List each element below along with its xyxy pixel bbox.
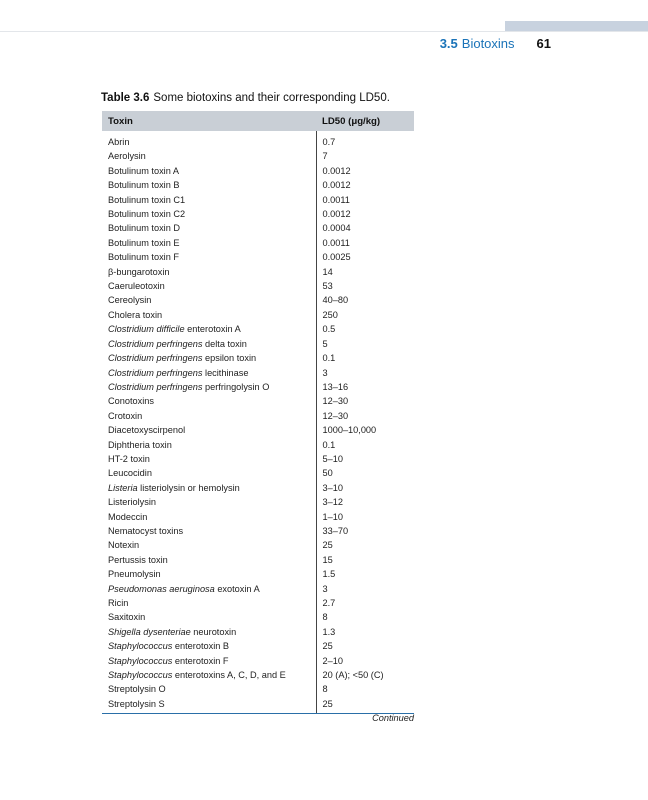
organism-name: Clostridium perfringens xyxy=(108,353,203,364)
toxin-name-cell: Notexin xyxy=(108,540,140,551)
ld50-value-cell: 0.0012 xyxy=(316,164,414,178)
ld50-value-cell: 2.7 xyxy=(316,596,414,610)
table-row xyxy=(102,366,414,380)
table-row xyxy=(102,668,414,682)
toxin-name-rest: lecithinase xyxy=(202,367,249,378)
toxin-name-cell: Streptolysin S xyxy=(102,697,316,714)
table-row xyxy=(102,639,414,653)
table-row xyxy=(102,279,414,293)
ld50-value-cell: 3 xyxy=(316,366,414,380)
column-header-ld50: LD50 (μg/kg) xyxy=(316,111,414,131)
toxin-name-rest: enterotoxin F xyxy=(172,655,229,666)
ld50-value-cell: 3–12 xyxy=(316,495,414,509)
table-row xyxy=(102,510,414,524)
organism-name: Staphylococcus xyxy=(108,670,173,681)
table-row xyxy=(102,438,414,452)
table-row xyxy=(102,131,414,149)
toxin-name-cell: Leucocidin xyxy=(108,468,152,479)
table-row xyxy=(102,452,414,466)
table-caption xyxy=(101,92,390,104)
section-number: 3.5 xyxy=(439,36,458,51)
toxin-name-cell: β-bungarotoxin xyxy=(108,266,170,277)
toxin-name-cell: Listeriolysin xyxy=(108,497,156,508)
organism-name: Staphylococcus xyxy=(108,641,173,652)
table-row xyxy=(102,178,414,192)
table-body xyxy=(102,131,414,714)
organism-name: Staphylococcus xyxy=(108,655,173,666)
ld50-value-cell: 0.0004 xyxy=(316,221,414,235)
ld50-value-cell: 3–10 xyxy=(316,481,414,495)
toxin-name-cell: HT-2 toxin xyxy=(108,453,150,464)
table-row xyxy=(102,495,414,509)
toxin-name-cell xyxy=(102,639,316,653)
toxin-name-cell: Conotoxins xyxy=(108,396,154,407)
column-header-toxin: Toxin xyxy=(102,111,316,131)
ld50-value-cell: 50 xyxy=(316,466,414,480)
ld50-value-cell: 8 xyxy=(316,610,414,624)
table-row xyxy=(102,236,414,250)
table-row xyxy=(102,409,414,423)
organism-name: Clostridium difficile xyxy=(108,324,185,335)
ld50-value-cell: 1.5 xyxy=(316,567,414,581)
ld50-value-cell: 25 xyxy=(316,697,414,714)
toxin-name-cell: Botulinum toxin A xyxy=(108,165,179,176)
page-number: 61 xyxy=(536,36,551,51)
ld50-value-cell: 1–10 xyxy=(316,510,414,524)
table-row xyxy=(102,207,414,221)
toxin-name-cell xyxy=(102,337,316,351)
header-accent-bar xyxy=(505,21,648,31)
toxin-name-cell: Streptolysin O xyxy=(108,684,166,695)
table-row xyxy=(102,625,414,639)
ld50-value-cell: 250 xyxy=(316,308,414,322)
ld50-value-cell: 0.5 xyxy=(316,322,414,336)
toxin-name-cell xyxy=(102,654,316,668)
table-row xyxy=(102,265,414,279)
table-row xyxy=(102,524,414,538)
table-row xyxy=(102,308,414,322)
ld50-value-cell: 0.0025 xyxy=(316,250,414,264)
table-row xyxy=(102,380,414,394)
toxin-name-rest: epsilon toxin xyxy=(202,353,257,364)
organism-name: Listeria xyxy=(108,482,138,493)
toxin-name-cell xyxy=(102,668,316,682)
continued-note: Continued xyxy=(372,713,414,723)
table-row xyxy=(102,481,414,495)
table-row xyxy=(102,610,414,624)
section-title: Biotoxins xyxy=(461,36,515,51)
table-row xyxy=(102,654,414,668)
toxin-name-cell: Pneumolysin xyxy=(108,569,161,580)
toxin-name-cell xyxy=(102,625,316,639)
toxin-name-cell: Nematocyst toxins xyxy=(108,525,184,536)
table-row xyxy=(102,322,414,336)
toxin-name-cell: Botulinum toxin D xyxy=(108,223,181,234)
toxin-name-rest: listeriolysin or hemolysin xyxy=(137,482,240,493)
ld50-value-cell: 8 xyxy=(316,682,414,696)
toxin-name-cell: Botulinum toxin F xyxy=(108,252,179,263)
toxin-name-cell: Crotoxin xyxy=(108,410,143,421)
table-row xyxy=(102,697,414,714)
ld50-value-cell: 0.0012 xyxy=(316,207,414,221)
ld50-value-cell: 12–30 xyxy=(316,394,414,408)
ld50-value-cell: 14 xyxy=(316,265,414,279)
ld50-value-cell: 3 xyxy=(316,582,414,596)
table-row xyxy=(102,682,414,696)
toxin-name-cell xyxy=(102,351,316,365)
table-header-row xyxy=(102,111,414,131)
toxin-name-cell: Botulinum toxin E xyxy=(108,237,180,248)
table-row xyxy=(102,193,414,207)
page-top-rule xyxy=(0,31,648,32)
toxin-name-rest: neurotoxin xyxy=(190,626,237,637)
table-row xyxy=(102,567,414,581)
table-row xyxy=(102,337,414,351)
toxin-name-cell: Abrin xyxy=(108,137,130,147)
ld50-value-cell: 40–80 xyxy=(316,293,414,307)
table-row xyxy=(102,250,414,264)
toxin-name-cell: Cereolysin xyxy=(108,295,152,306)
ld50-value-cell: 13–16 xyxy=(316,380,414,394)
toxin-name-cell: Saxitoxin xyxy=(108,612,146,623)
toxin-name-cell: Ricin xyxy=(108,598,129,608)
toxin-name-rest: perfringolysin O xyxy=(202,381,270,392)
toxin-name-rest: delta toxin xyxy=(202,338,247,349)
organism-name: Pseudomonas aeruginosa xyxy=(108,583,215,594)
ld50-value-cell: 0.1 xyxy=(316,438,414,452)
ld50-value-cell: 1.3 xyxy=(316,625,414,639)
table-row xyxy=(102,553,414,567)
toxin-name-rest: enterotoxins A, C, D, and E xyxy=(172,670,286,681)
ld50-value-cell: 0.0012 xyxy=(316,178,414,192)
toxin-name-rest: exotoxin A xyxy=(214,583,260,594)
organism-name: Clostridium perfringens xyxy=(108,367,203,378)
ld50-value-cell: 7 xyxy=(316,149,414,163)
ld50-value-cell: 0.0011 xyxy=(316,236,414,250)
toxin-name-cell: Aerolysin xyxy=(108,151,146,162)
toxin-name-cell: Pertussis toxin xyxy=(108,554,168,565)
ld50-value-cell: 0.0011 xyxy=(316,193,414,207)
toxin-name-cell: Cholera toxin xyxy=(108,309,163,320)
table-row xyxy=(102,394,414,408)
table-row xyxy=(102,423,414,437)
running-header xyxy=(440,36,551,51)
ld50-value-cell: 0.7 xyxy=(316,131,414,149)
ld50-value-cell: 1000–10,000 xyxy=(316,423,414,437)
organism-name: Clostridium perfringens xyxy=(108,381,203,392)
table-row xyxy=(102,164,414,178)
table-row xyxy=(102,293,414,307)
toxin-name-cell: Botulinum toxin C2 xyxy=(108,209,186,220)
toxin-name-cell: Diacetoxyscirpenol xyxy=(108,425,186,436)
biotoxin-table xyxy=(102,111,414,714)
table-row xyxy=(102,221,414,235)
ld50-value-cell: 53 xyxy=(316,279,414,293)
table-row xyxy=(102,596,414,610)
toxin-name-cell xyxy=(102,366,316,380)
table-row xyxy=(102,149,414,163)
toxin-name-cell xyxy=(102,481,316,495)
table-row xyxy=(102,466,414,480)
table-caption-text: Some biotoxins and their corresponding LD50. xyxy=(153,92,390,104)
toxin-name-cell: Caeruleotoxin xyxy=(108,281,165,292)
toxin-name-cell: Diphtheria toxin xyxy=(108,439,172,450)
toxin-name-cell xyxy=(102,380,316,394)
ld50-value-cell: 33–70 xyxy=(316,524,414,538)
ld50-value-cell: 12–30 xyxy=(316,409,414,423)
toxin-name-cell xyxy=(102,322,316,336)
toxin-name-cell: Modeccin xyxy=(108,511,148,522)
ld50-value-cell: 5 xyxy=(316,337,414,351)
table-row xyxy=(102,538,414,552)
toxin-name-rest: enterotoxin A xyxy=(184,324,241,335)
ld50-value-cell: 5–10 xyxy=(316,452,414,466)
table-caption-label: Table 3.6 xyxy=(101,92,150,104)
ld50-value-cell: 0.1 xyxy=(316,351,414,365)
table-row xyxy=(102,351,414,365)
toxin-name-cell xyxy=(102,582,316,596)
ld50-value-cell: 25 xyxy=(316,538,414,552)
ld50-value-cell: 2–10 xyxy=(316,654,414,668)
ld50-value-cell: 15 xyxy=(316,553,414,567)
ld50-value-cell: 25 xyxy=(316,639,414,653)
organism-name: Shigella dysenteriae xyxy=(108,626,191,637)
organism-name: Clostridium perfringens xyxy=(108,338,203,349)
toxin-name-cell: Botulinum toxin B xyxy=(108,180,180,191)
toxin-name-cell: Botulinum toxin C1 xyxy=(108,194,186,205)
toxin-name-rest: enterotoxin B xyxy=(172,641,230,652)
table-row xyxy=(102,582,414,596)
ld50-value-cell: 20 (A); <50 (C) xyxy=(316,668,414,682)
